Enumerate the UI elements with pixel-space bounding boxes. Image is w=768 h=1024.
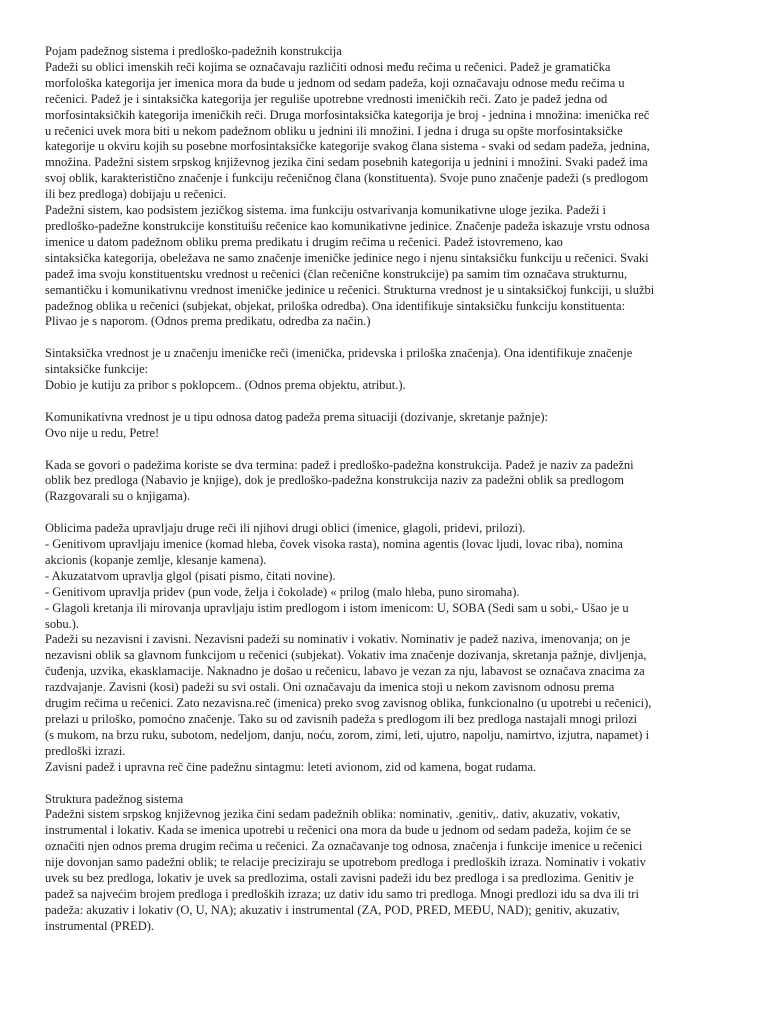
text-line: Plivao je s naporom. (Odnos prema predikatu, odredba za način.) bbox=[45, 314, 371, 329]
paragraph-intro bbox=[45, 44, 725, 330]
text-line: sobu.). bbox=[45, 616, 80, 631]
paragraph-termini bbox=[45, 458, 725, 506]
text-line: padeža: akuzativ i lokativ (O, U, NA); akuzativ i instrumental (ZA, POD, PRED, MEĐU, NAD); genitiv, akuzativ, bbox=[45, 902, 620, 917]
paragraph-sintaksicka bbox=[45, 346, 725, 394]
paragraph-gap bbox=[45, 394, 725, 410]
text-line: Oblicima padeža upravljaju druge reči ili njihovi drugi oblici (imenice, glagoli, pridevi, prilozi). bbox=[45, 521, 526, 536]
text-line: sintaksička kategorija, obeležava ne samo značenje imeničke jedinice nego i njenu sintaksičku funkciju u rečenici. Svaki bbox=[45, 250, 649, 265]
text-line: nezavisni oblik sa glavnom funkcijom u rečenici (subjekat). Vokativ ima značenje dozivanja, skretanja pažnje, divljenja, bbox=[45, 648, 647, 663]
text-line: predloško-padežne konstrukcije konstituišu rečenice kao komunikativne jedinice. Značenje padeža iskazuje vrstu odnosa bbox=[45, 218, 650, 233]
text-line: Sintaksička vrednost je u značenju imeničke reči (imenička, pridevska i priloška značenja). Ona identifikuje značenje bbox=[45, 346, 633, 361]
text-line: nije dovonjan samo padežni oblik; te relacije preciziraju se upotrebom predloga i predloških izraza. Nominativ i vokativ bbox=[45, 855, 646, 870]
text-line: predloški izrazi. bbox=[45, 743, 126, 758]
text-line: prelazi u priloško, pomoćno značenje. Tako su od zavisnih padeža s predlogom ili bez predloga nastajali mnogi prilozi bbox=[45, 712, 638, 726]
text-line: morfološka kategorija jer imenica mora da bude u jednom od sedam padeža, koji označavaju odnose među rečima u bbox=[45, 75, 625, 90]
text-line: čuđenja, uzvika, ekasklamacije. Naknadno je došao u rečenicu, labavo je vezan za nju, labavost se označava znacima za bbox=[45, 664, 645, 679]
text-line: Struktura padežnog sistema bbox=[45, 791, 184, 806]
text-line: Padeži su nezavisni i zavisni. Nezavisni padeži su nominativ i vokativ. Nominativ je padež naziva, imenovanja; on je bbox=[45, 632, 631, 647]
text-line: svoj oblik, karakteristično značenje i funkciju rečeničnog člana (konstituenta). Svoje puno značenje padeži (s predlogom bbox=[45, 171, 649, 186]
text-line: padež ima svoju konstituentsku vrednost u rečenici (član rečenične konstrukcije) pa samim tim označava strukturnu, bbox=[45, 266, 628, 281]
paragraph-gap bbox=[45, 505, 725, 521]
text-line: imenice u datom padežnom obliku prema predikatu i drugim rečima u rečenici. Padež istovremeno, kao bbox=[45, 234, 563, 249]
text-line: morfosintaksičkih kategorija imeničkih reči. Druga morfosintaksička kategorija je broj - jednina i množina: imenička reč bbox=[45, 107, 650, 122]
text-line: označiti njen odnos prema drugim rečima u rečenici. Za označavanje tog odnosa, značenja i funkcije imenice u rečenici bbox=[45, 839, 643, 854]
paragraph-struktura bbox=[45, 792, 725, 935]
text-line: Padeži su oblici imenskih reči kojima se označavaju različiti odnosi među rečima u rečenici. Padež je gramatička bbox=[45, 59, 611, 74]
text-line: sintaksičke funkcije: bbox=[45, 362, 149, 377]
text-line: oblik bez predloga (Nabavio je knjige), dok je predloško-padežna konstrukcija naziv za padežni oblik sa predlogom bbox=[45, 473, 624, 488]
text-line: Padežni sistem, kao podsistem jezičkog sistema. ima funkciju ostvarivanja komunikativne uloge jezika. Padeži i bbox=[45, 203, 606, 218]
text-line: (s mukom, na brzu ruku, subotom, nedeljom, danju, noću, zorom, zimi, leti, ujutro, napolju, namirtvo, izjutra, napamet) i bbox=[45, 727, 650, 742]
paragraph-gap bbox=[45, 776, 725, 792]
text-line: akcionis (kopanje zemlje, klesanje kamena). bbox=[45, 552, 267, 567]
text-line: drugim rečima u rečenici. Zato nezavisna.reč (imenica) preko svog zavisnog oblika, funkcionalno (u upotrebi u rečenici), bbox=[45, 696, 652, 711]
text-line: razdvajanje. Zavisni (kosi) padeži su svi ostali. Oni označavaju da imenica stoji u nekom zavisnom odnosu prema bbox=[45, 680, 615, 695]
text-line: - Genitivom upravlja pridev (pun vode, želja i čokolade) « prilog (malo hleba, puno siromaha). bbox=[45, 584, 520, 599]
text-line: padež sa najvećim brojem predloga i predloških izraza; uz dativ idu samo tri predloga. Mnogi predlozi idu sa dva ili tri bbox=[45, 886, 639, 901]
text-line: (Razgovarali su o knjigama). bbox=[45, 489, 191, 504]
document-page bbox=[45, 44, 725, 935]
text-line: padežnog oblika u rečenici (subjekat, objekat, priloška odredba). Ona identifikuje sintaksičku funkciju konstituenta: bbox=[45, 298, 626, 313]
paragraph-gap bbox=[45, 330, 725, 346]
text-line: Padežni sistem srpskog književnog jezika čini sedam padežnih oblika: nominativ, .genitiv,. dativ, akuzativ, vokativ, bbox=[45, 807, 620, 822]
text-line: semantičku i komunikativnu vrednost imeničke jedinice u rečenici. Strukturna vrednost je u sintaksičkoj funkciji, u službi bbox=[45, 282, 655, 297]
text-line: množina. Padežni sistem srpskog književnog jezika čini sedam posebnih kategorija u jednini i množini. Svaki padež ima bbox=[45, 155, 648, 170]
text-line: u rečenici uvek mora biti u nekom padežnom obliku u jednini ili množini. I jedna i druga su opšte morfosintaksičke bbox=[45, 123, 623, 138]
text-line: Dobio je kutiju za pribor s poklopcem.. (Odnos prema objektu, atribut.). bbox=[45, 378, 406, 393]
text-line: Pojam padežnog sistema i predloško-padežnih konstrukcija bbox=[45, 44, 342, 58]
text-line: instrumental (PRED). bbox=[45, 918, 155, 933]
text-line: Kada se govori o padežima koriste se dva termina: padež i predloško-padežna konstrukcija. Padež je naziv za padežni bbox=[45, 457, 634, 472]
text-line: kategorije u okviru kojih su posebne morfosintaksičke kategorije svakog člana sistema - svaki od sedam padeža, jednina, bbox=[45, 139, 650, 154]
text-line: instrumental i lokativ. Kada se imenica upotrebi u rečenici ona mora da bude u jednom od sedam padeža, kojim će se bbox=[45, 823, 631, 838]
paragraph-gap bbox=[45, 442, 725, 458]
text-line: Ovo nije u redu, Petre! bbox=[45, 425, 160, 440]
paragraph-upravljanje bbox=[45, 521, 725, 776]
text-line: Komunikativna vrednost je u tipu odnosa datog padeža prema situaciji (dozivanje, skretanje pažnje): bbox=[45, 409, 548, 424]
paragraph-komunikativna bbox=[45, 410, 725, 442]
text-line: rečenici. Padež je i sintaksička kategorija jer reguliše upotrebne vrednosti imeničkih reči. Zato je padež jedna od bbox=[45, 91, 608, 106]
text-line: uvek su bez predloga, lokativ je uvek sa predlozima, ostali zavisni padeži idu bez predloga i sa predlozima. Genitiv je bbox=[45, 871, 634, 886]
text-line: ili bez predloga) dobijaju u rečenici. bbox=[45, 187, 227, 202]
text-line: Zavisni padež i upravna reč čine padežnu sintagmu: leteti avionom, zid od kamena, bogat rudama. bbox=[45, 759, 537, 774]
text-line: - Genitivom upravljaju imenice (komad hleba, čovek visoka rasta), nomina agentis (lovac ljudi, lovac riba), nomina bbox=[45, 537, 623, 552]
text-line: - Glagoli kretanja ili mirovanja upravljaju istim predlogom i istom imenicom: U, SOBA (Sedi sam u sobi,- Ušao je u bbox=[45, 600, 629, 615]
text-line: - Akuzatatvom upravlja glgol (pisati pismo, čitati novine). bbox=[45, 568, 336, 583]
